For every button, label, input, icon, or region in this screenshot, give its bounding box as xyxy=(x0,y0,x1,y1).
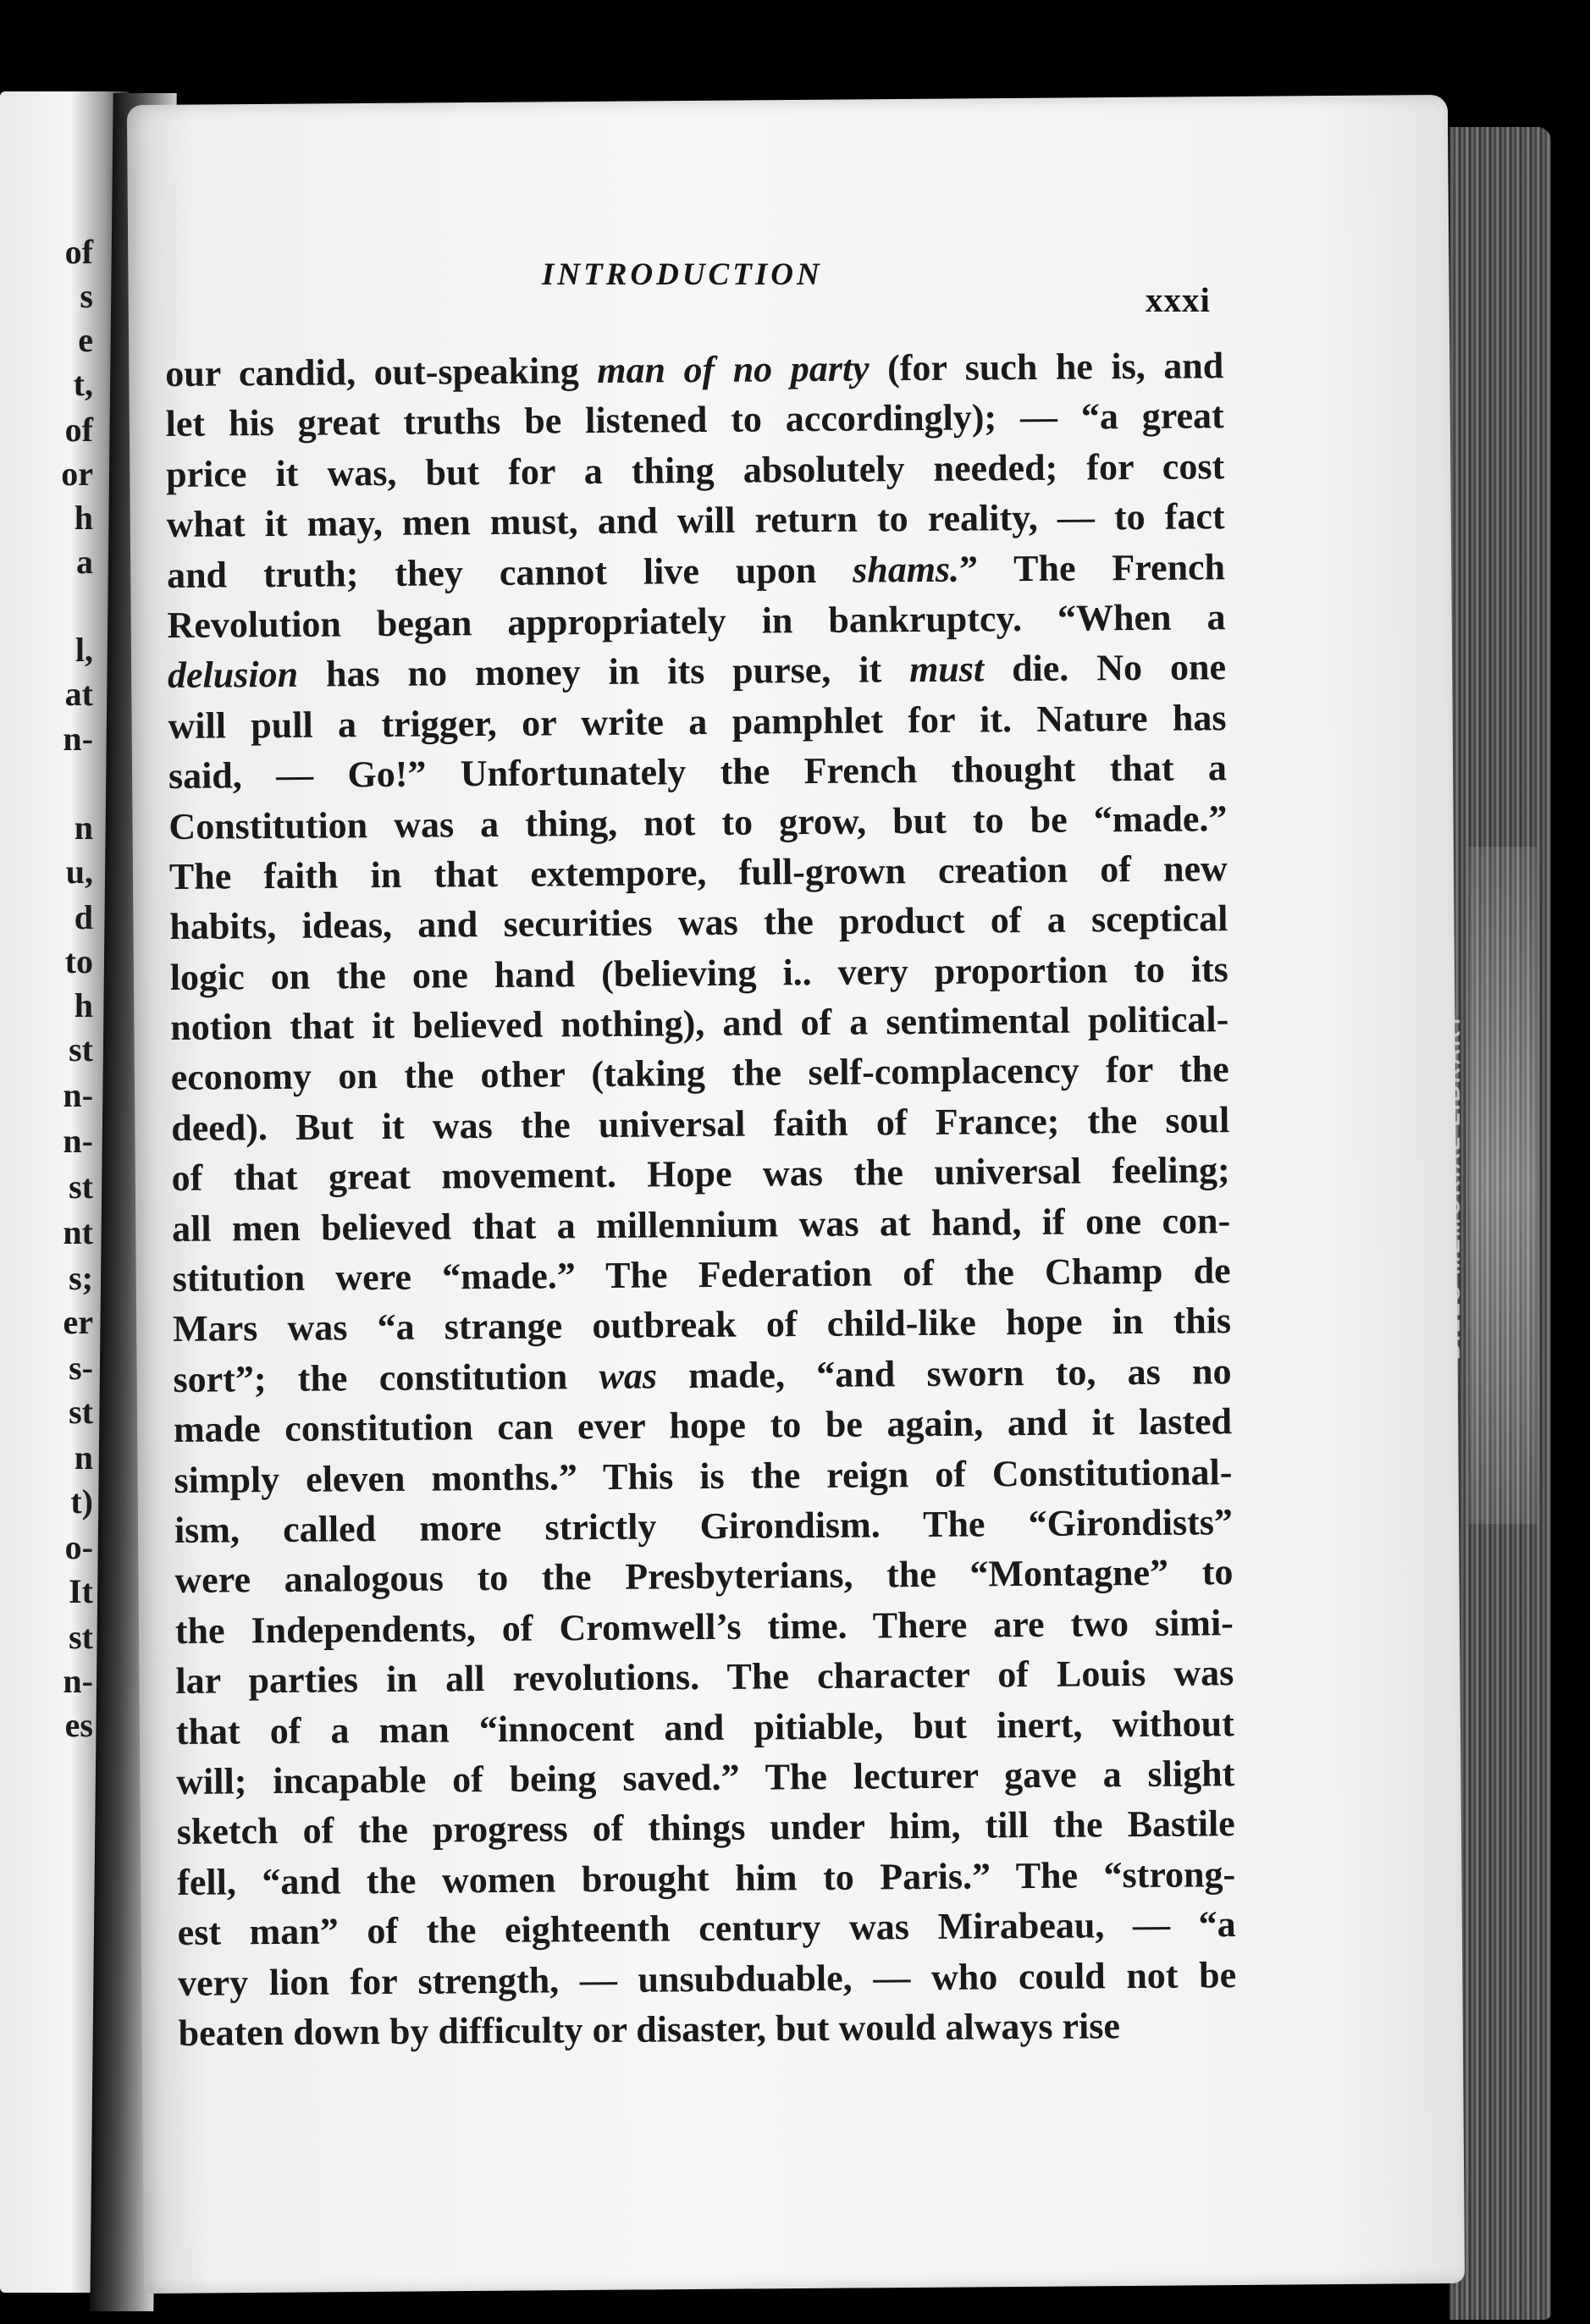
text-line: fell, “and the women brought him to Paris.” The “strong- xyxy=(177,1852,1236,1903)
previous-page-fragment: or xyxy=(61,455,93,493)
previous-page-fragment: n- xyxy=(63,1122,93,1160)
text-line: our candid, out-speaking man of no party (for such he is, and xyxy=(165,345,1224,395)
previous-page-fragment: es xyxy=(64,1706,93,1744)
text-line: very lion for strength, — unsubduable, — who could not be xyxy=(177,1953,1237,2004)
previous-page-fragment: s xyxy=(80,277,93,315)
previous-page-fragment: u, xyxy=(65,853,93,891)
previous-page-fragment: st xyxy=(69,1618,93,1656)
text-line: and truth; they cannot live upon shams.” The French xyxy=(166,545,1226,596)
text-line: of that great movement. Hope was the universal feeling; xyxy=(171,1149,1230,1200)
previous-page-fragment: h xyxy=(74,986,93,1024)
text-line: will pull a trigger, or write a pamphlet for it. Nature has xyxy=(168,696,1227,747)
previous-page-fragment: t) xyxy=(70,1482,93,1521)
text-line: what it may, men must, and will return to reality, — to fact xyxy=(166,495,1225,546)
text-line: will; incapable of being saved.” The lecturer gave a slight xyxy=(176,1753,1235,1802)
previous-page-fragment: st xyxy=(69,1030,93,1068)
text-line: simply eleven months.” This is the reign of Constitutional- xyxy=(174,1450,1233,1501)
text-line: logic on the one hand (believing i.. very proportion to its xyxy=(169,947,1228,998)
previous-page-fragment: st xyxy=(69,1393,93,1431)
text-line: were analogous to the Presbyterians, the “Montagne” to xyxy=(174,1551,1234,1602)
text-line: lar parties in all revolutions. The character of Louis was xyxy=(175,1652,1234,1703)
text-line: beaten down by difficulty or disaster, but would always rise xyxy=(178,2005,1121,2054)
previous-page-fragment: n- xyxy=(63,1076,93,1114)
previous-page-fragment: o- xyxy=(64,1528,93,1566)
previous-page-fragment: h xyxy=(74,499,93,537)
body-text xyxy=(165,340,1237,2058)
text-line: deed). But it was the universal faith of France; the soul xyxy=(171,1099,1230,1149)
text-line: Mars was “a strange outbreak of child-like hope in this xyxy=(172,1300,1232,1350)
page-number: xxxi xyxy=(1146,280,1211,319)
text-line: economy on the other (taking the self-complacency for the xyxy=(170,1048,1229,1099)
text-line: said, — Go!” Unfortunately the French thought that a xyxy=(168,747,1228,798)
text-line: the Independents, of Cromwell’s time. There are two simi- xyxy=(174,1601,1234,1652)
previous-page-fragment: d xyxy=(74,898,93,936)
previous-page-fragment: s- xyxy=(69,1349,93,1387)
text-line: The faith in that extempore, full-grown creation of new xyxy=(168,847,1228,897)
text-line: sketch of the progress of things under him, till the Bastile xyxy=(176,1802,1235,1853)
previous-page-fragment: a xyxy=(76,543,93,581)
previous-page-fragment: of xyxy=(64,411,93,449)
text-line: delusion has no money in its purse, it must die. No one xyxy=(167,646,1227,697)
previous-page-fragment: st xyxy=(69,1168,93,1206)
text-line: Revolution began appropriately in bankruptcy. “When a xyxy=(167,596,1226,646)
previous-page-fragment: t, xyxy=(73,365,93,403)
text-line: stitution were “made.” The Federation of the Champ de xyxy=(172,1250,1231,1300)
text-line: est man” of the eighteenth century was Mirabeau, — “a xyxy=(177,1903,1236,1954)
previous-page-fragment: n xyxy=(74,1438,93,1477)
previous-page-fragment: s; xyxy=(69,1259,93,1297)
previous-page-fragment: n- xyxy=(63,1662,93,1700)
previous-page-fragment: nt xyxy=(63,1213,93,1251)
text-line: made constitution can ever hope to be again, and it lasted xyxy=(173,1400,1233,1451)
text-line: that of a man “innocent and pitiable, but inert, without xyxy=(175,1702,1234,1753)
running-head: INTRODUCTION xyxy=(542,257,823,292)
previous-page-fragment: l, xyxy=(75,631,93,669)
text-line: habits, ideas, and securities was the product of a sceptical xyxy=(169,897,1228,948)
library-stamp xyxy=(1439,880,1566,1490)
previous-page-fragment: n xyxy=(74,809,93,847)
previous-page-fragment: of xyxy=(64,233,93,271)
previous-page-fragment: e xyxy=(78,321,93,359)
text-line: let his great truths be listened to accordingly); — “a great xyxy=(165,395,1224,445)
text-line: notion that it believed nothing), and of a sentimental political- xyxy=(170,998,1229,1049)
previous-page-fragment: to xyxy=(64,942,93,980)
text-line: ism, called more strictly Girondism. The “Girondists” xyxy=(174,1501,1234,1551)
text-line: price it was, but for a thing absolutely needed; for cost xyxy=(165,444,1225,495)
text-line: Constitution was a thing, not to grow, but to be “made.” xyxy=(168,797,1228,847)
previous-page-fragment: It xyxy=(69,1572,93,1610)
text-line: all men believed that a millennium was at hand, if one con- xyxy=(171,1199,1231,1250)
text-line: sort”; the constitution was made, “and sworn to, as no xyxy=(173,1350,1232,1400)
previous-page-fragment: at xyxy=(64,675,93,713)
previous-page-fragment: er xyxy=(63,1303,93,1341)
previous-page-fragment: n- xyxy=(63,720,93,758)
